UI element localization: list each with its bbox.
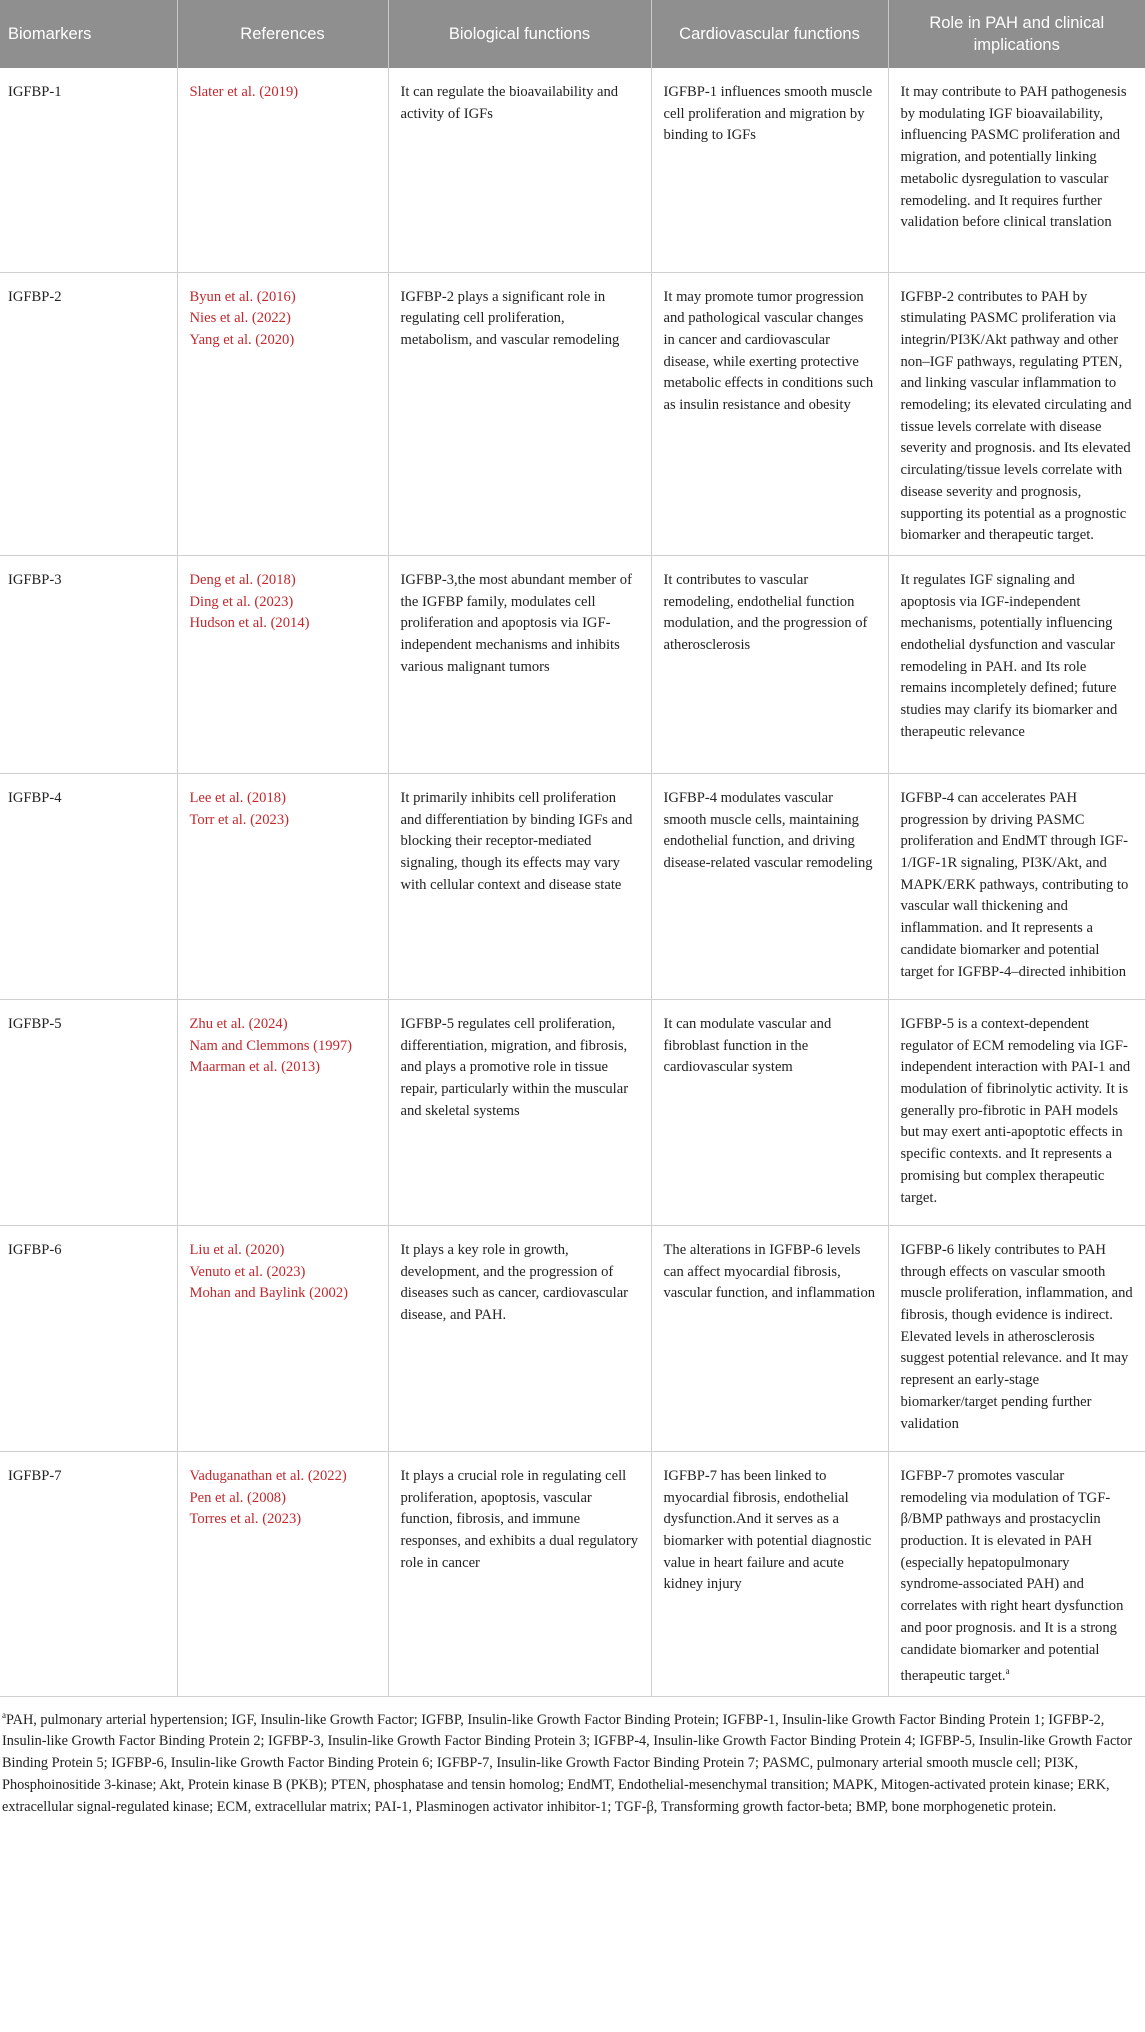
table-row [0, 272, 1145, 555]
biomarker-cell: IGFBP-2 [0, 272, 177, 555]
biological-functions-cell: IGFBP-2 plays a significant role in regulating cell proliferation, metabolism, and vascular remodeling [388, 272, 651, 555]
reference-link[interactable]: Byun et al. (2016) [189, 288, 296, 305]
reference-link[interactable]: Lee et al. (2018) [189, 789, 286, 806]
reference-link[interactable]: Yang et al. (2020) [189, 331, 295, 348]
role-cell [888, 999, 1145, 1225]
references-cell [177, 773, 388, 999]
reference-link[interactable]: Hudson et al. (2014) [189, 615, 310, 632]
references-cell [177, 1225, 388, 1451]
biomarker-cell: IGFBP-4 [0, 773, 177, 999]
biomarker-cell: IGFBP-1 [0, 68, 177, 272]
reference-link[interactable]: Venuto et al. (2023) [189, 1263, 306, 1280]
reference-link[interactable]: Zhu et al. (2024) [189, 1015, 288, 1032]
biological-functions-cell: It can regulate the bioavailability and activity of IGFs [388, 68, 651, 272]
footnote-text: PAH, pulmonary arterial hypertension; IGF, Insulin-like Growth Factor; IGFBP, Insulin-like Growth Factor Binding Protein; IGFBP-1, Insulin-like Growth Factor Binding Protein 1; IGFBP-2, Insulin-like Growth Factor Binding Protein 2; IGFBP-3, Insulin-like Growth Factor Binding Protein 3; IGFBP-4, Insulin-like Growth Factor Binding Protein 4; IGFBP-5, Insulin-like Growth Factor Binding Protein 5; IGFBP-6, Insulin-like Growth Factor Binding Protein 6; IGFBP-7, Insulin-like Growth Factor Binding Protein 7; PASMC, pulmonary arterial smooth muscle cell; PI3K, Phosphoinositide 3-kinase; Akt, Protein kinase B (PKB); PTEN, phosphatase and tensin homolog; EndMT, Endothelial-mesenchymal transition; MAPK, Mitogen-activated protein kinase; ERK, extracellular signal-regulated kinase; ECM, extracellular matrix; PAI-1, Plasminogen activator inhibitor-1; TGF-β, Transforming growth factor-beta; BMP, bone morphogenetic protein. [2, 1711, 1133, 1815]
header-role-in-pah: Role in PAH and clinical implications [888, 0, 1145, 68]
role-cell [888, 1225, 1145, 1451]
biological-functions-cell: It plays a crucial role in regulating cell proliferation, apoptosis, vascular function, fibrosis, and immune responses, and exhibits a dual regulatory role in cancer [388, 1451, 651, 1696]
table-row [0, 773, 1145, 999]
reference-link[interactable]: Ding et al. (2023) [189, 593, 294, 610]
biomarker-cell: IGFBP-5 [0, 999, 177, 1225]
role-text: IGFBP-7 promotes vascular remodeling via modulation of TGF-β/BMP pathways and prostacyclin production. It is elevated in PAH (especially hepatopulmonary syndrome-associated PAH) and correlates with right heart dysfunction and poor prognosis. and It is a strong candidate biomarker and potential therapeutic target. [900, 1467, 1124, 1685]
table-row [0, 1451, 1145, 1696]
cardiovascular-functions-cell: It may promote tumor progression and pathological vascular changes in cancer and cardiovascular disease, while exerting protective metabolic effects in conditions such as insulin resistance and obesity [651, 272, 888, 555]
references-cell [177, 272, 388, 555]
role-text: It regulates IGF signaling and apoptosis via IGF-independent mechanisms, potentially influencing endothelial dysfunction and vascular remodeling in PAH. and Its role remains incompletely defined; future studies may clarify its biomarker and therapeutic relevance [900, 571, 1118, 740]
reference-link[interactable]: Nam and Clemmons (1997) [189, 1037, 353, 1054]
role-text: IGFBP-4 can accelerates PAH progression by driving PASMC proliferation and EndMT through IGF-1/IGF-1R signaling, PI3K/Akt, and MAPK/ERK pathways, contributing to vascular wall thickening and inflammation. and It represents a candidate biomarker and potential target for IGFBP-4–directed inhibition [900, 789, 1129, 980]
role-text: IGFBP-6 likely contributes to PAH through effects on vascular smooth muscle proliferation, inflammation, and fibrosis, though evidence is indirect. Elevated levels in atherosclerosis suggest potential relevance. and It may represent an early-stage biomarker/target pending further validation [900, 1241, 1133, 1432]
header-biomarkers: Biomarkers [0, 0, 177, 68]
biological-functions-cell: IGFBP-3,the most abundant member of the IGFBP family, modulates cell proliferation and apoptosis via IGF-independent mechanisms and inhibits various malignant tumors [388, 555, 651, 773]
reference-link[interactable]: Torr et al. (2023) [189, 811, 289, 828]
cardiovascular-functions-cell: The alterations in IGFBP-6 levels can affect myocardial fibrosis, vascular function, and inflammation [651, 1225, 888, 1451]
role-cell [888, 68, 1145, 272]
cardiovascular-functions-cell: It can modulate vascular and fibroblast function in the cardiovascular system [651, 999, 888, 1225]
references-cell [177, 68, 388, 272]
reference-link[interactable]: Vaduganathan et al. (2022) [189, 1467, 347, 1484]
biological-functions-cell: It plays a key role in growth, development, and the progression of diseases such as cancer, cardiovascular disease, and PAH. [388, 1225, 651, 1451]
table-row [0, 999, 1145, 1225]
header-cardiovascular-functions: Cardiovascular functions [651, 0, 888, 68]
table-row [0, 1225, 1145, 1451]
reference-link[interactable]: Nies et al. (2022) [189, 310, 291, 327]
role-cell [888, 272, 1145, 555]
references-cell [177, 999, 388, 1225]
role-text: IGFBP-2 contributes to PAH by stimulating PASMC proliferation via integrin/PI3K/Akt pathway and other non–IGF pathways, regulating PTEN, and linking vascular inflammation to remodeling; its elevated circulating and tissue levels correlate with disease severity and prognosis. and Its elevated circulating/tissue levels correlate with disease severity and prognosis, supporting its potential as a prognostic biomarker and therapeutic target. [900, 288, 1132, 544]
reference-link[interactable]: Slater et al. (2019) [189, 84, 299, 100]
references-cell [177, 1451, 388, 1696]
header-references: References [177, 0, 388, 68]
footnote-mark: a [1005, 1666, 1010, 1677]
reference-link[interactable]: Maarman et al. (2013) [189, 1059, 320, 1076]
cardiovascular-functions-cell: IGFBP-7 has been linked to myocardial fibrosis, endothelial dysfunction.And it serves as a biomarker with potential diagnostic value in heart failure and acute kidney injury [651, 1451, 888, 1696]
role-cell [888, 555, 1145, 773]
biological-functions-cell: IGFBP-5 regulates cell proliferation, differentiation, migration, and fibrosis, and plays a promotive role in tissue repair, particularly within the muscular and skeletal systems [388, 999, 651, 1225]
table-row [0, 68, 1145, 272]
biological-functions-cell: It primarily inhibits cell proliferation and differentiation by binding IGFs and blocking their receptor-mediated signaling, though its effects may vary with cellular context and disease state [388, 773, 651, 999]
cardiovascular-functions-cell: It contributes to vascular remodeling, endothelial function modulation, and the progression of atherosclerosis [651, 555, 888, 773]
reference-link[interactable]: Mohan and Baylink (2002) [189, 1285, 348, 1302]
references-cell [177, 555, 388, 773]
header-row [0, 0, 1145, 68]
reference-link[interactable]: Pen et al. (2008) [189, 1489, 286, 1506]
biomarker-cell: IGFBP-7 [0, 1451, 177, 1696]
cardiovascular-functions-cell: IGFBP-4 modulates vascular smooth muscle cells, maintaining endothelial function, and driving disease-related vascular remodeling [651, 773, 888, 999]
role-cell [888, 773, 1145, 999]
biomarker-cell: IGFBP-6 [0, 1225, 177, 1451]
footnote-mark: a [2, 1709, 6, 1720]
reference-link[interactable]: Torres et al. (2023) [189, 1511, 302, 1528]
role-text: It may contribute to PAH pathogenesis by modulating IGF bioavailability, influencing PASMC proliferation and migration, and potentially linking metabolic dysregulation to vascular remodeling. and It requires further validation before clinical translation [900, 84, 1127, 231]
table-footnote [0, 1697, 1145, 1819]
biomarker-cell: IGFBP-3 [0, 555, 177, 773]
table-row [0, 555, 1145, 773]
role-text: IGFBP-5 is a context-dependent regulator of ECM remodeling via IGF-independent interaction with PAI-1 and modulation of fibrinolytic activity. It is generally pro-fibrotic in PAH models but may exert anti-apoptotic effects in specific contexts. and It represents a promising but complex therapeutic target. [900, 1015, 1131, 1206]
cardiovascular-functions-cell: IGFBP-1 influences smooth muscle cell proliferation and migration by binding to IGFs [651, 68, 888, 272]
header-biological-functions: Biological functions [388, 0, 651, 68]
reference-link[interactable]: Liu et al. (2020) [189, 1241, 285, 1258]
role-cell [888, 1451, 1145, 1696]
reference-link[interactable]: Deng et al. (2018) [189, 571, 296, 588]
